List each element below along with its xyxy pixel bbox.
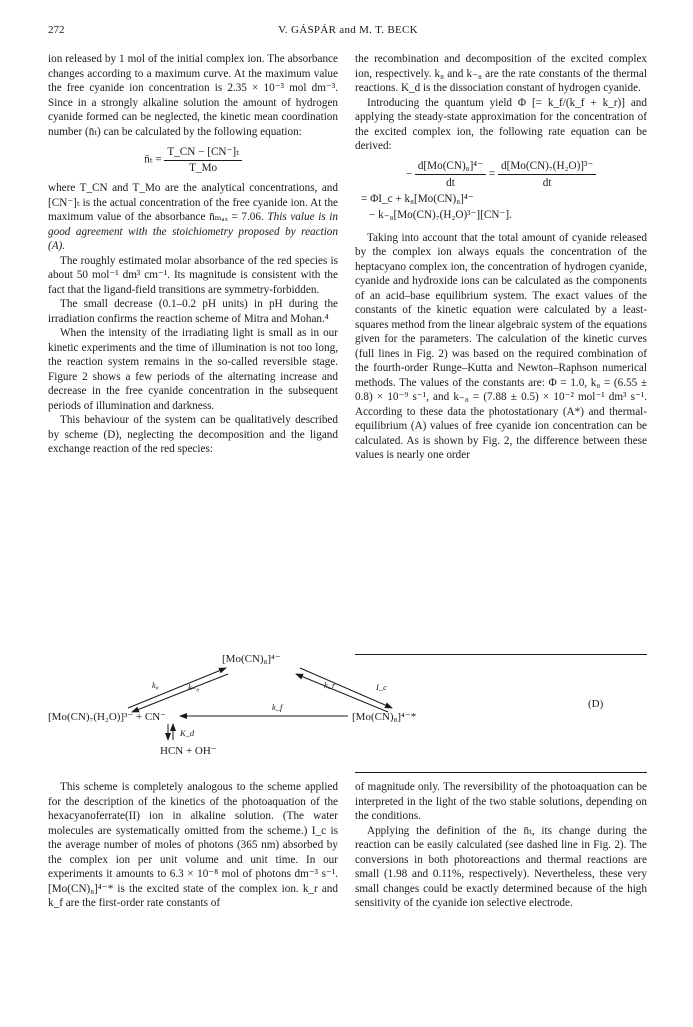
page-number: 272 xyxy=(48,24,65,36)
kf-label: k_f xyxy=(272,702,283,712)
scheme-top-species: [Mo(CN)₈]⁴⁻ xyxy=(222,653,281,665)
left-column-bottom xyxy=(48,780,338,911)
paragraph xyxy=(48,181,338,254)
paragraph: Applying the definition of the n̄ₜ, its change during the reaction can be easily calculated (see dashed line in Fig. 2). The conversions in both photoreactions and thermal reactions are small (1.98 and 0.11%, respectively). Nevertheless, these very small changes could be exactly determined because of the high sensitivity of the cyanide ion selective electrode. xyxy=(355,824,647,909)
paragraph: This behaviour of the system can be qualitatively described by scheme (D), neglecting the decomposition and the ligand exchange reaction of the red species: xyxy=(48,414,338,455)
rate-denominator-2: dt xyxy=(542,176,552,189)
scheme-right-species: [Mo(CN)₈]⁴⁻* xyxy=(352,711,417,723)
Kd-label: K_d xyxy=(180,728,195,738)
scheme-label: (D) xyxy=(588,698,604,710)
kr-label: k_r xyxy=(324,680,336,690)
rate-numerator-2: d[Mo(CN)₇(H₂O)]³⁻ xyxy=(498,158,596,175)
column-rule xyxy=(355,654,647,655)
rate-fraction-1 xyxy=(415,158,486,191)
reaction-scheme xyxy=(48,653,648,760)
column-rule xyxy=(355,772,647,773)
paragraph-text: where T_CN and T_Mo are the analytical concentrations, and [CN⁻]ₜ is the actual concentration of the free cyanide ion. At the maximum value of the absorbance n̄ₘₐₓ = 7.06. xyxy=(48,182,338,223)
rate-equation-line3: − k₋₈[Mo(CN)₇(H₂O)³⁻][CN⁻]. xyxy=(369,208,512,221)
running-head: V. GÁSPÁR and M. T. BECK xyxy=(278,24,418,36)
right-column-bottom xyxy=(355,780,647,911)
equation-lhs: n̄ₜ = xyxy=(144,153,162,166)
page-header xyxy=(48,24,648,42)
equation-numerator: T_CN − [CN⁻]ₜ xyxy=(164,145,242,161)
k-minus8-label: k₋₈ xyxy=(188,682,200,692)
rate-denominator-1: dt xyxy=(446,176,455,189)
right-column-top xyxy=(355,52,647,463)
left-equilibrium-arrows xyxy=(128,668,228,712)
rate-equation-line2: = ΦI_c + k₈[Mo(CN)₈]⁴⁻ xyxy=(361,192,474,205)
paragraph: The small decrease (0.1–0.2 pH units) in pH during the irradiation confirms the reaction scheme of Mitra and Mohan.⁴ xyxy=(48,298,338,325)
equation-fraction xyxy=(164,145,242,175)
paragraph: ion released by 1 mol of the initial complex ion. The absorbance changes according to a maximum curve. At the maximum value the free cyanide ion concentration is 2.35 × 10⁻³ mol dm⁻³. Since in a strongly alkaline solution the amount of hydrogen cyanide formed can be neglected, the kinetic mean coordination number (n̄ₜ) can be calculated by the following equation: xyxy=(48,53,338,138)
paragraph: Taking into account that the total amount of cyanide released by the complex ion always equals the concentration of the heptacyano complex ion, the concentration of hydrogen cyanide, cyanide and hydroxide ions can be calculated as the components of an acid–base equilibrium system. The exact values of the constants of the kinetic equation were calculated by a least-squares method from the linear algebraic system of the equations given for the parameters. The calculation of the kinetic curves (full lines in Fig. 2) was based on the required combination of the fourth-order Runge–Kutta and Newton–Raphson numerical methods. The values of the constants are: Φ = 1.0, k₈ = (6.55 ± 0.8) × 10⁻⁹ s⁻¹, and k₋₈ = (7.88 ± 0.5) × 10⁻² mol⁻¹ dm³ s⁻¹. According to these data the photostationary (A*) and thermal-equilibrium (A) values of free cyanide ion concentration can be calculated. As is shown by Fig. 2, the difference between these values is nearly one order xyxy=(355,231,647,461)
scheme-bottom-species: HCN + OH⁻ xyxy=(160,745,217,757)
Ic-label: I_c xyxy=(376,682,387,692)
rate-numerator-1: d[Mo(CN)₈]⁴⁻ xyxy=(415,158,486,175)
rate-equals-sign: = xyxy=(488,167,496,180)
rate-minus-sign: − xyxy=(405,167,413,180)
rate-equation-line1 xyxy=(355,158,647,191)
mean-coordination-equation xyxy=(48,145,338,175)
italic-text: This value is in good agreement with the stoichiometry proposed by reaction (A). xyxy=(48,211,339,252)
paragraph: Introducing the quantum yield Φ [= k_f/(k_f + k_r)] and applying the steady-state approximation for the concentration of the excited complex ion, the following rate equation can be derived: xyxy=(355,96,647,152)
paragraph: the recombination and decomposition of the excited complex ion, respectively. k₈ and k₋₈ are the rate constants of the thermal reactions. K_d is the dissociation constant of hydrogen cyanide. xyxy=(355,53,647,94)
scheme-left-species: [Mo(CN)₇(H₂O)]³⁻ + CN⁻ xyxy=(48,711,166,723)
rate-fraction-2 xyxy=(498,158,596,191)
hydrolysis-equilibrium-arrows xyxy=(168,724,173,740)
paragraph: of magnitude only. The reversibility of the photoaquation can be interpreted in the light of the two stable solutions, depending on the conditions. xyxy=(355,781,647,822)
k8-label: k₈ xyxy=(152,680,159,690)
paragraph: This scheme is completely analogous to the scheme applied for the description of the kinetics of the photoaquation of the hexacyanoferrate(II) ion in alkaline solution. (The water molecules are systematically omitted from the scheme.) I_c is the average number of moles of photons (365 nm) absorbed by the complex ion per unit volume and unit time. In our experiments it amounts to 6.3 × 10⁻⁸ mol of photons dm⁻³ s⁻¹. [Mo(CN)₈]⁴⁻* is the excited state of the complex ion. k_r and k_f are the first-order rate constants of xyxy=(48,781,338,909)
paragraph: The roughly estimated molar absorbance of the red species is about 50 mol⁻¹ dm³ cm⁻¹. Its magnitude is consistent with the fact that the ligand-field transitions are symmetry-forbidden. xyxy=(48,254,338,296)
paragraph: When the intensity of the irradiating light is small as in our kinetic experiments and the time of illumination is not too long, the reaction system remains in the so-called reversible stage. Figure 2 shows a few periods of the alternating increase and decrease in the free cyanide concentration in the subsequent periods of illumination and darkness. xyxy=(48,327,338,412)
equation-denominator: T_Mo xyxy=(189,161,218,174)
rate-equation xyxy=(355,158,647,223)
left-column-top xyxy=(48,52,338,457)
